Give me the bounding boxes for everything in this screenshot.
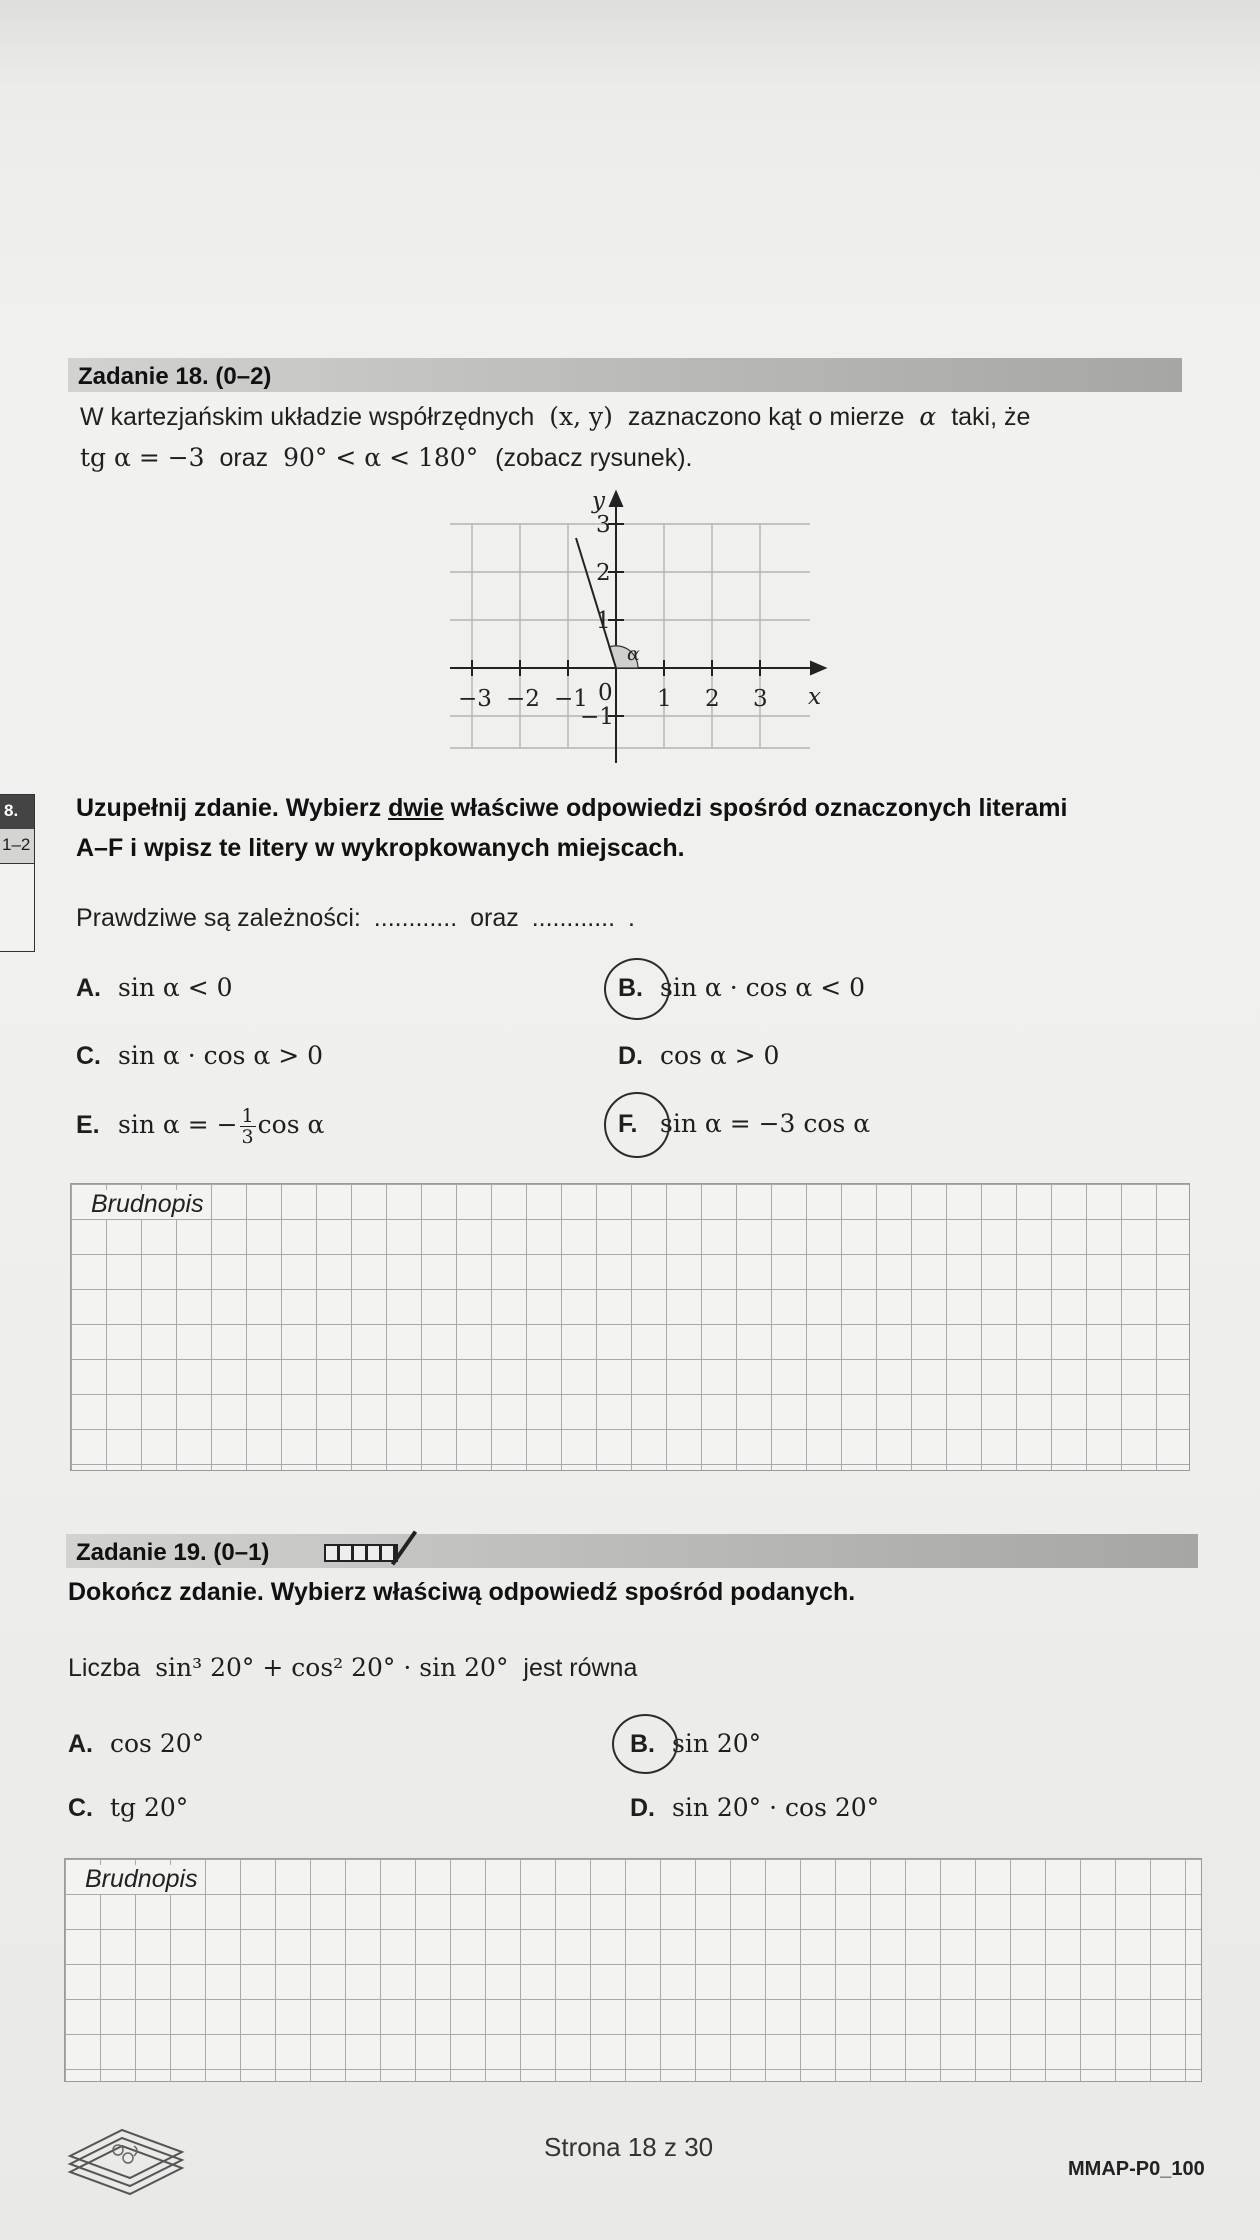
task18-header-bar — [68, 358, 1182, 392]
y-tick-label: −1 — [580, 704, 614, 730]
x-tick-label: 2 — [705, 686, 720, 712]
terminal-ray — [576, 538, 616, 668]
scoring-boxes — [324, 1544, 398, 1562]
task18-option-f[interactable]: F. sin α = −3 cos α — [618, 1109, 871, 1138]
task18-instruction-line1: Uzupełnij zdanie. Wybierz dwie właściwe odpowiedzi spośród oznaczonych literami — [76, 794, 1068, 822]
scratch-label: Brudnopis — [85, 1190, 210, 1219]
graph-gridlines — [450, 524, 810, 748]
exam-code: MMAP-P0_100 — [1068, 2158, 1205, 2180]
fraction: $\frac{1}{3}$ — [241, 1105, 254, 1148]
y-tick-label: 3 — [596, 512, 611, 538]
task19-question: Liczba sin³ 20° + cos² 20° · sin 20° jest równa — [68, 1653, 638, 1682]
task18-option-c[interactable]: C. sin α · cos α > 0 — [76, 1041, 324, 1070]
answer-blank-2[interactable]: ............ — [531, 904, 616, 932]
x-tick-label: 1 — [657, 686, 672, 712]
coordinate-graph — [430, 488, 840, 770]
x-tick-label: −3 — [458, 686, 492, 712]
graph-origin-label: 0 — [598, 680, 613, 706]
task19-option-a[interactable]: A. cos 20° — [68, 1729, 205, 1758]
graph-y-axis-label: y — [592, 488, 605, 514]
book-stack-icon — [62, 2124, 192, 2198]
graph-axes — [450, 492, 825, 763]
task18-intro-line1: W kartezjańskim układzie współrzędnych (x, y) zaznaczono kąt o mierze α taki, że — [80, 402, 1031, 431]
task19-option-d[interactable]: D. sin 20° · cos 20° — [630, 1793, 880, 1822]
task18-title: Zadanie 18. (0–2) — [78, 363, 272, 390]
task18-intro-line2: tg α = −3 oraz 90° < α < 180° (zobacz rysunek). — [80, 443, 693, 472]
task18-option-b[interactable]: B. sin α · cos α < 0 — [618, 973, 866, 1002]
task18-answer-sentence: Prawdziwe są zależności: ............ oraz ............ . — [76, 904, 635, 932]
score-side-box — [0, 794, 35, 952]
side-label-number: 8. — [0, 795, 34, 829]
task19-header-bar — [66, 1534, 1198, 1568]
answer-blank-1[interactable]: ............ — [373, 904, 458, 932]
task18-option-d[interactable]: D. cos α > 0 — [618, 1041, 780, 1070]
x-tick-label: −1 — [554, 686, 588, 712]
task18-instruction-line2: A–F i wpisz te litery w wykropkowanych miejscach. — [76, 834, 685, 862]
scratch-grid-task18[interactable] — [70, 1183, 1190, 1471]
handwritten-circle-b — [604, 958, 670, 1020]
scratch-label: Brudnopis — [79, 1865, 204, 1894]
side-label-points: 1–2 — [0, 829, 34, 864]
scratch-grid-task19[interactable] — [64, 1858, 1202, 2082]
x-tick-label: −2 — [506, 686, 540, 712]
y-tick-label: 1 — [596, 608, 611, 634]
page-number: Strona 18 z 30 — [544, 2132, 714, 2162]
handwritten-circle-b-task19 — [612, 1714, 678, 1774]
handwritten-circle-f — [604, 1092, 670, 1158]
task19-title: Zadanie 19. (0–1) — [76, 1539, 270, 1566]
graph-x-axis-label: x — [808, 684, 821, 710]
task19-option-b[interactable]: B. sin 20° — [630, 1729, 762, 1758]
y-tick-label: 2 — [596, 560, 611, 586]
task19-option-c[interactable]: C. tg 20° — [68, 1793, 189, 1822]
x-tick-label: 3 — [753, 686, 768, 712]
graph-angle-label: α — [627, 643, 640, 665]
task18-option-e[interactable]: E. sin α = − $\frac{1}{3}$ cos α — [76, 1105, 325, 1148]
task18-option-a[interactable]: A. sin α < 0 — [76, 973, 233, 1002]
task19-instruction: Dokończ zdanie. Wybierz właściwą odpowiedź spośród podanych. — [68, 1578, 856, 1606]
